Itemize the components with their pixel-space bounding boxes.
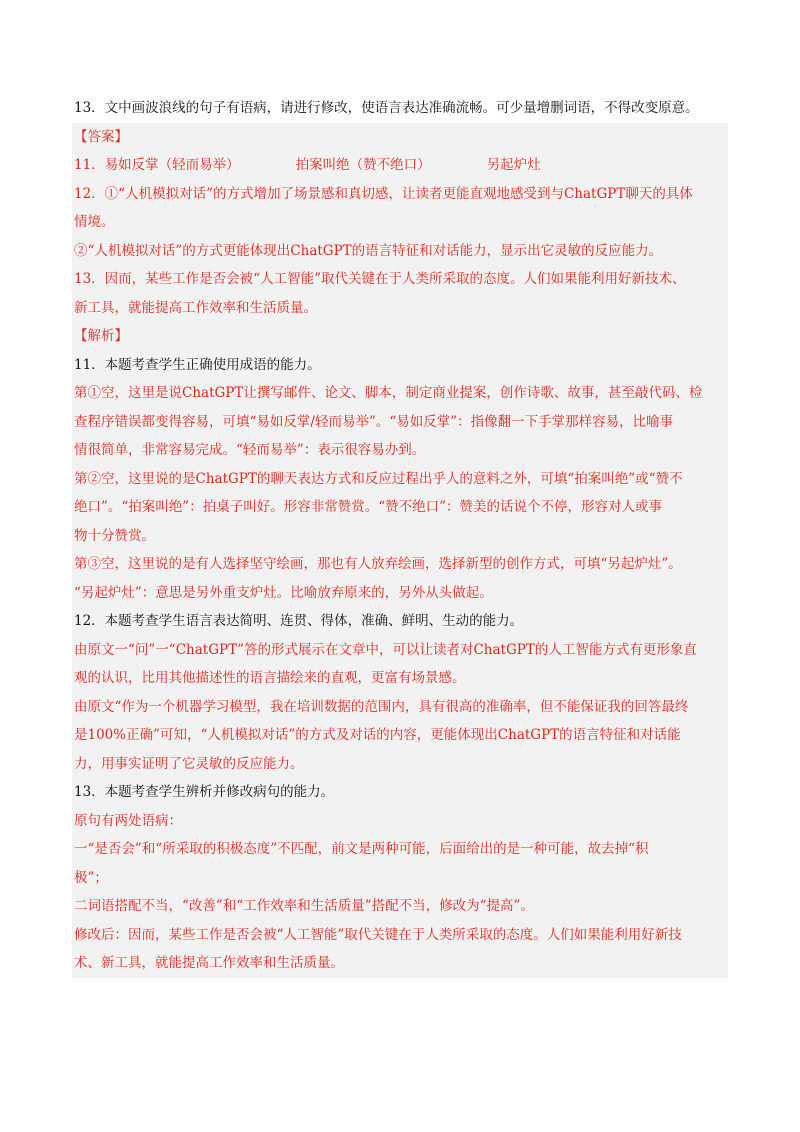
answer-heading: 【答案】 (72, 123, 728, 152)
analysis-11-line: 绝口”。“拍案叫绝”：拍桌子叫好。形容非常赞赏。“赞不绝口”：赞美的话说个不停，形容对人或事 (72, 493, 728, 522)
answer-12-line: ②“人机模拟对话”的方式更能体现出ChatGPT的语言特征和对话能力，显示出它灵敏的反应能力。 (72, 237, 728, 266)
answer-11 (72, 151, 728, 180)
answer-12-line: 情境。 (72, 208, 728, 237)
analysis-12-line: 观的认识，比用其他描述性的语言描绘来的直观，更富有场景感。 (72, 664, 728, 693)
analysis-11-line: 第①空，这里是说ChatGPT让撰写邮件、论文、脚本，制定商业提案，创作诗歌、故事，甚至敲代码、检 (72, 379, 728, 408)
analysis-11-line: 第③空，这里说的是有人选择坚守绘画，那也有人放弃绘画，选择新型的创作方式，可填“另起炉灶”。 (72, 550, 728, 579)
analysis-13-line: 原句有两处语病： (72, 807, 728, 836)
analysis-11-line: “另起炉灶”：意思是另外重支炉灶。比喻放弃原来的，另外从头做起。 (72, 579, 728, 608)
answer-13-line: 13．因而，某些工作是否会被“人工智能”取代关键在于人类所采取的态度。人们如果能利用好新技术、 (72, 265, 728, 294)
analysis-11-line: 情很简单，非常容易完成。“轻而易举”：表示很容易办到。 (72, 436, 728, 465)
analysis-12-line: 由原文“作为一个机器学习模型，我在培训数据的范围内，具有很高的准确率，但不能保证我的回答最终 (72, 693, 728, 722)
question-13: 13．文中画波浪线的句子有语病，请进行修改，使语言表达准确流畅。可少量增删词语，不得改变原意。 (74, 100, 699, 116)
document-body (72, 94, 728, 978)
analysis-heading: 【解析】 (72, 322, 728, 351)
analysis-11-title: 11．本题考查学生正确使用成语的能力。 (72, 351, 728, 380)
analysis-13-line: 术、新工具，就能提高工作效率和生活质量。 (72, 949, 728, 978)
analysis-13-line: 极”； (72, 864, 728, 893)
answer-11-number: 11． (74, 157, 105, 173)
answer-11-blank-3: 另起炉灶 (486, 157, 541, 173)
analysis-13-line: 修改后：因而，某些工作是否会被“人工智能”取代关键在于人类所采取的态度。人们如果能利用好新技 (72, 921, 728, 950)
answer-11-blank-1: 易如反掌（轻而易举） (104, 157, 240, 173)
analysis-13-title: 13．本题考查学生辨析并修改病句的能力。 (72, 778, 728, 807)
analysis-11-line: 查程序错误都变得容易，可填“易如反掌/轻而易举”。“易如反掌”：指像翻一下手掌那样容易，比喻事 (72, 408, 728, 437)
analysis-12-line: 是100%正确”可知，“人机模拟对话”的方式及对话的内容，更能体现出ChatGPT的语言特征和对话能 (72, 721, 728, 750)
answer-12-line: 12．①“人机模拟对话”的方式增加了场景感和真切感，让读者更能直观地感受到与ChatGPT聊天的具体 (72, 180, 728, 209)
analysis-12-line: 由原文一“问”一“ChatGPT”答的形式展示在文章中，可以让读者对ChatGPT的人工智能方式有更形象直 (72, 636, 728, 665)
answer-13-line: 新工具，就能提高工作效率和生活质量。 (72, 294, 728, 323)
analysis-12-title: 12．本题考查学生语言表达简明、连贯、得体，准确、鲜明、生动的能力。 (72, 607, 728, 636)
answer-11-blank-2: 拍案叫绝（赞不绝口） (295, 157, 431, 173)
analysis-13-line: 二词语搭配不当，“改善”和“工作效率和生活质量”搭配不当，修改为“提高”。 (72, 892, 728, 921)
analysis-11-line: 物十分赞赏。 (72, 522, 728, 551)
analysis-12-line: 力，用事实证明了它灵敏的反应能力。 (72, 750, 728, 779)
analysis-13-line: 一“是否会”和“所采取的积极态度”不匹配，前文是两种可能，后面给出的是一种可能，故去掉“积 (72, 835, 728, 864)
analysis-11-line: 第②空，这里说的是ChatGPT的聊天表达方式和反应过程出乎人的意料之外，可填“拍案叫绝”或“赞不 (72, 465, 728, 494)
